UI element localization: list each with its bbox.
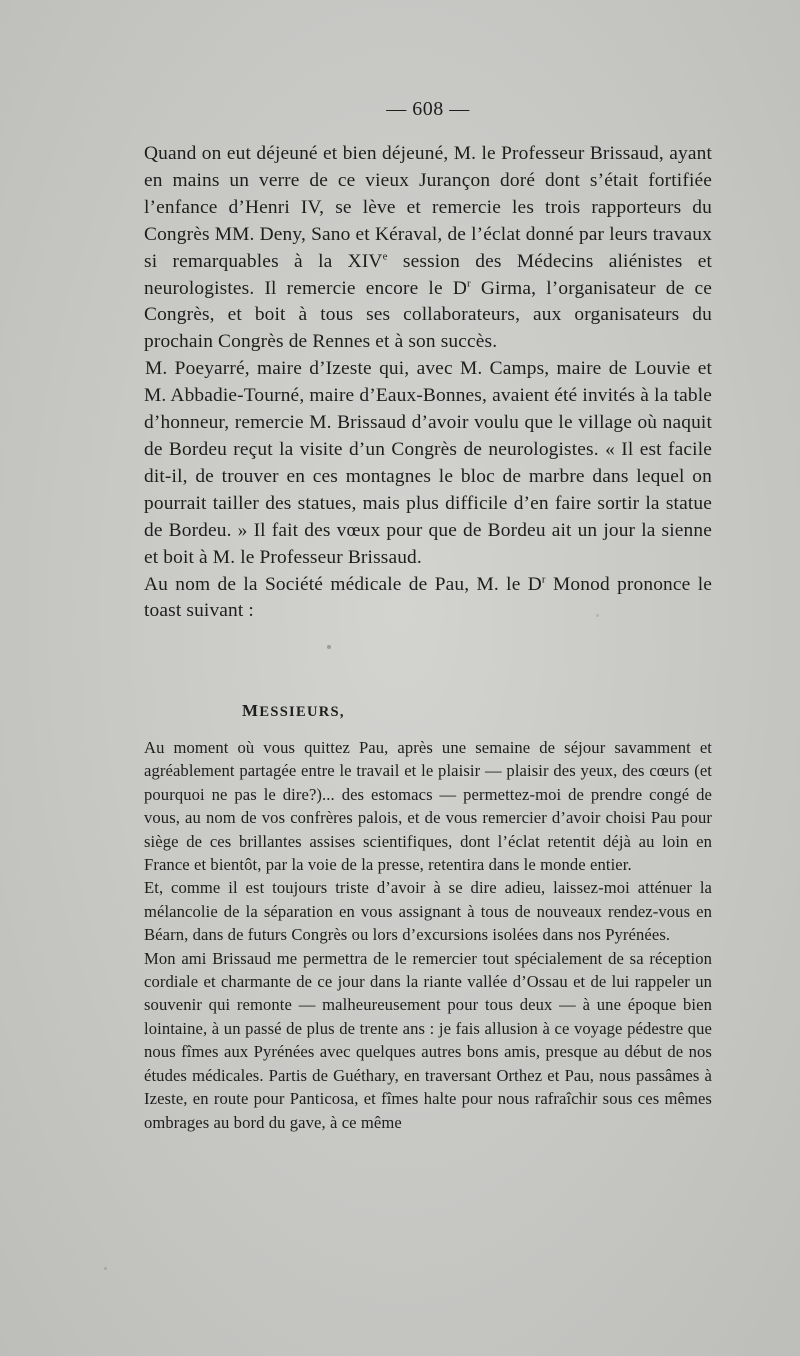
- superscript: r: [466, 277, 471, 290]
- paper-speck: [596, 614, 599, 617]
- toast-paragraph-3: Mon ami Brissaud me permettra de le remercier tout spécialement de sa réception cordiale et charmante de ce jour dans la riante vallée d’Ossau et de lui rappeler un souvenir qui remonte — malheureusement pour tous deux — à une époque bien lointaine, à un passé de plus de trente ans : je fais allusion à ce voyage pédestre que nous fîmes aux Pyrénées avec quelques autres bons amis, presque au début de nos études médicales. Partis de Guéthary, en traversant Orthez et Pau, nous passâmes à Izeste, en route pour Panticosa, et fîmes halte pour nous rafraîchir sous ces mêmes ombrages au bord du gave, à ce même: [144, 948, 712, 1132]
- page-number: — 608 —: [386, 98, 470, 120]
- toast-paragraph-2: Et, comme il est toujours triste d’avoir à se dire adieu, laissez-moi atténuer la mélancolie de la séparation en vous assignant à tous de nouveaux rendez-vous en Béarn, dans de futurs Congrès ou lors d’excursions isolées dans nos Pyrénées.: [144, 878, 712, 945]
- text-run: M. Poeyarré, maire d’Izeste qui, avec M. Camps, maire de Louvie et M. Abbadie-Tourné, maire d’Eaux-Bonnes, avaient été invités à la table d’honneur, remercie M. Brissaud d’avoir voulu que le village où naquit de Bordeu reçut la visite d’un Congrès de neurologistes. « Il est facile dit-il, de trouver en ces montagnes le bloc de marbre dans lequel on pourrait tailler des statues, mais plus difficile d’en faire sortir la statue de Bordeu. » Il fait des vœux pour que de Bordeu ait un jour la sienne et boit à M. le Professeur Brissaud.: [144, 358, 712, 568]
- main-text: [144, 141, 712, 625]
- text-run: Monod prononce le toast suivant :: [144, 573, 712, 622]
- paper-speck: [104, 1267, 107, 1270]
- salutation-initial: M: [242, 701, 260, 720]
- superscript: e: [382, 250, 388, 263]
- paragraph-dejeuner: [144, 141, 712, 356]
- paragraph-poeyarre: [144, 356, 712, 571]
- toast-paragraph-1: Au moment où vous quittez Pau, après une semaine de séjour savamment et agréablement partagée entre le travail et le plaisir — plaisir des yeux, des cœurs (et pourquoi ne pas le dire?)... des estomacs — permettez-moi de prendre congé de vous, au nom de vos confrères palois, et de vous remercier d’avoir choisi Pau pour siège de ces brillantes assises scientifiques, dont l’éclat retentit déjà au loin en France et bientôt, par la voie de la presse, retentira dans le monde entier.: [144, 738, 712, 875]
- text-run: Girma, l’organisateur de ce Congrès, et boit à tous ses collaborateurs, aux organisateurs du prochain Congrès de Rennes et à son succès.: [144, 277, 712, 353]
- toast-salutation: [242, 701, 345, 721]
- text-run: Quand on eut déjeuné et bien déjeuné, M. le Professeur Brissaud, ayant en mains un verre de ce vieux Jurançon doré dont s’était fortifiée l’enfance d’Henri IV, se lève et remercie les trois rapporteurs du Congrès MM. Deny, Sano et Kéraval, de l’éclat donné par leurs travaux si remarquables à la XIV: [144, 143, 712, 272]
- text-run: session des Médecins aliénistes et neurologistes. Il remercie encore le D: [144, 250, 712, 299]
- text-run: Au nom de la Société médicale de Pau, M. le D: [144, 573, 542, 595]
- paper-speck: [327, 645, 331, 649]
- salutation-rest: ESSIEURS,: [259, 704, 345, 720]
- superscript: r: [541, 573, 546, 586]
- paragraph-monod-intro: [144, 572, 712, 626]
- toast-text: [144, 736, 712, 1134]
